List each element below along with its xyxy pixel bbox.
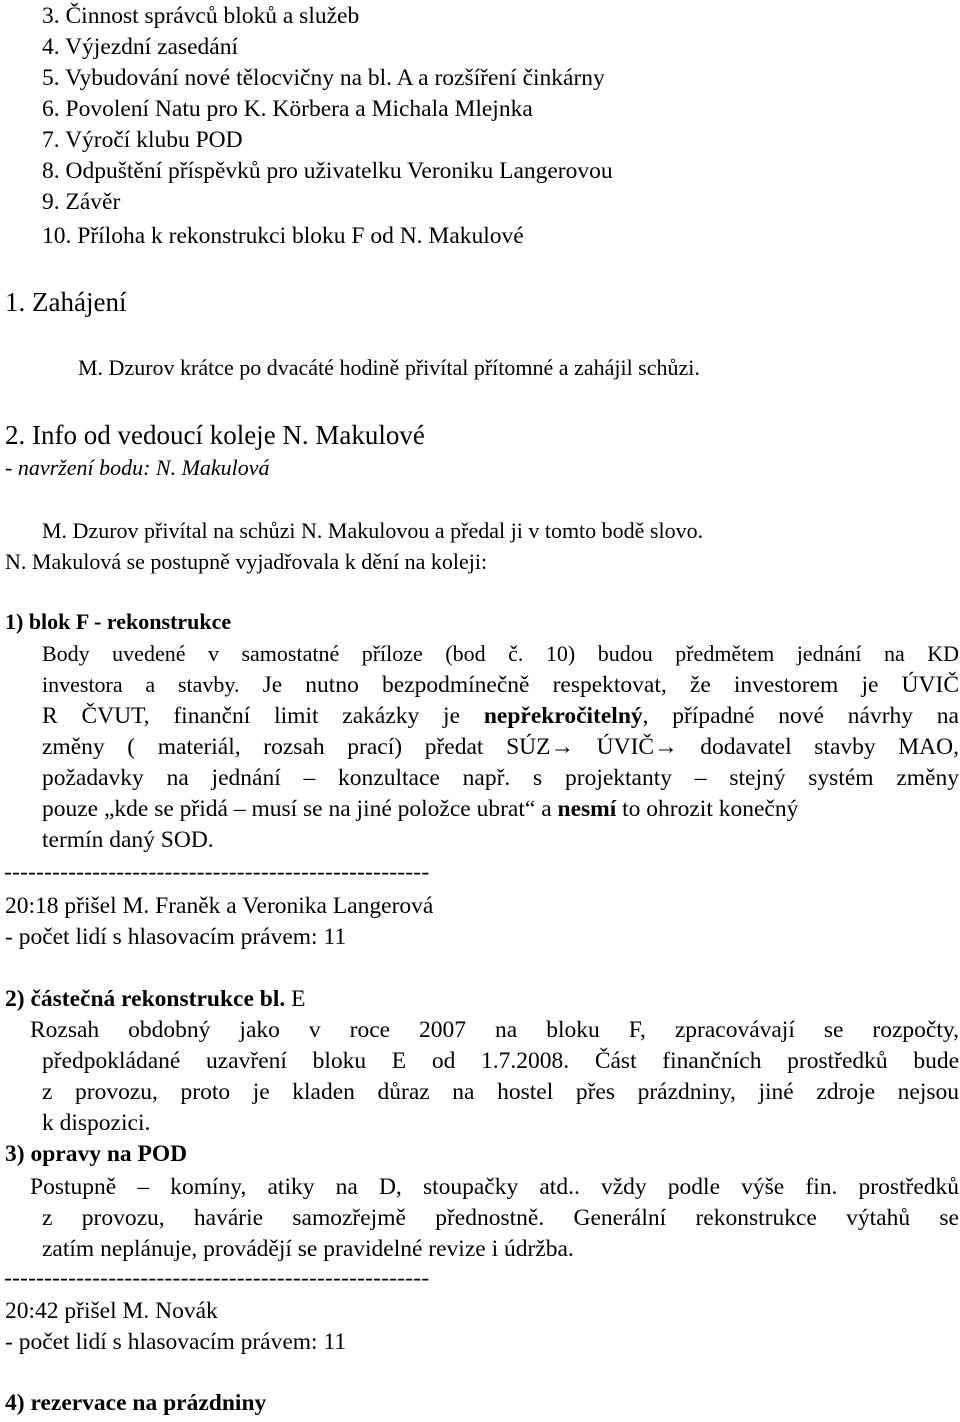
agenda-item-10: 10. Příloha k rekonstrukci bloku F od N. Makulové	[42, 223, 524, 249]
paragraph-line: Postupně – komíny, atiky na D, stoupačky atd.. vždy podle výše fin. prostředků	[30, 1174, 959, 1200]
agenda-item-6: 6. Povolení Natu pro K. Körbera a Michala Mlejnka	[42, 96, 533, 122]
agenda-item-5: 5. Vybudování nové tělocvičny na bl. A a rozšíření činkárny	[42, 65, 605, 91]
voters-count: - počet lidí s hlasovacím právem: 11	[5, 1329, 347, 1355]
info-intro-line: M. Dzurov přivítal na schůzi N. Makulovou a předal ji v tomto bodě slovo.	[42, 518, 704, 543]
agenda-item-8: 8. Odpuštění příspěvků pro uživatelku Veroniku Langerovou	[42, 158, 613, 184]
subheading-opravy: 3) opravy na POD	[5, 1141, 188, 1167]
subheading-blok-e: 2) částečná rekonstrukce bl. E	[5, 986, 306, 1012]
voters-count: - počet lidí s hlasovacím právem: 11	[5, 924, 347, 950]
agenda-item-7: 7. Výročí klubu POD	[42, 127, 243, 153]
separator-line: -----------------------------------------------------	[4, 1265, 430, 1291]
paragraph-line: předpokládané uzavření bloku E od 1.7.2008. Část finančních prostředků bude	[42, 1048, 959, 1074]
agenda-item-3: 3. Činnost správců bloků a služeb	[42, 3, 360, 29]
separator-line: -----------------------------------------------------	[4, 859, 430, 885]
section-heading-info: 2. Info od vedoucí koleje N. Makulové	[5, 420, 425, 450]
arrival-note: 20:18 přišel M. Franěk a Veronika Langerová	[5, 893, 434, 919]
paragraph-line: R ČVUT, finanční limit zakázky je nepřekročitelný, případné nové návrhy na	[42, 703, 959, 729]
agenda-item-4: 4. Výjezdní zasedání	[42, 34, 238, 60]
subheading-blok-f: 1) blok F - rekonstrukce	[5, 609, 232, 634]
paragraph-line: změny ( materiál, rozsah prací) předat SÚZ→ ÚVIČ→ dodavatel stavby MAO,	[42, 734, 959, 760]
paragraph-line: investora a stavby. Je nutno bezpodmínečně respektovat, že investorem je ÚVIČ	[42, 672, 959, 698]
arrival-note: 20:42 přišel M. Novák	[5, 1298, 218, 1324]
paragraph-line: Body uvedené v samostatné příloze (bod č. 10) budou předmětem jednání na KD	[42, 641, 959, 666]
paragraph-line: zatím neplánuje, provádějí se pravidelné revize i údržba.	[42, 1236, 574, 1262]
section-heading-zahajeni: 1. Zahájení	[5, 287, 127, 317]
subheading-rezervace: 4) rezervace na prázdniny	[5, 1390, 267, 1416]
section-text-zahajeni: M. Dzurov krátce po dvacáté hodině přivítal přítomné a zahájil schůzi.	[78, 355, 700, 380]
paragraph-line: pouze „kde se přidá – musí se na jiné položce ubrat“ a nesmí to ohrozit konečný	[42, 796, 799, 822]
info-intro-line: N. Makulová se postupně vyjadřovala k dění na koleji:	[5, 549, 488, 574]
proposal-note: - navržení bodu: N. Makulová	[5, 455, 270, 480]
paragraph-line: požadavky na jednání – konzultace např. s projektanty – stejný systém změny	[42, 765, 959, 791]
paragraph-line: Rozsah obdobný jako v roce 2007 na bloku F, zpracovávají se rozpočty,	[30, 1017, 959, 1043]
paragraph-line: termín daný SOD.	[42, 827, 214, 853]
emphasis-text: nesmí	[557, 796, 617, 822]
agenda-item-9: 9. Závěr	[42, 189, 121, 215]
paragraph-line: k dispozici.	[42, 1110, 151, 1136]
emphasis-text: nepřekročitelný	[483, 703, 643, 729]
paragraph-line: z provozu, proto je kladen důraz na hostel přes prázdniny, jiné zdroje nejsou	[42, 1079, 959, 1105]
paragraph-line: z provozu, havárie samozřejmě přednostně. Generální rekonstrukce výtahů se	[42, 1205, 959, 1231]
